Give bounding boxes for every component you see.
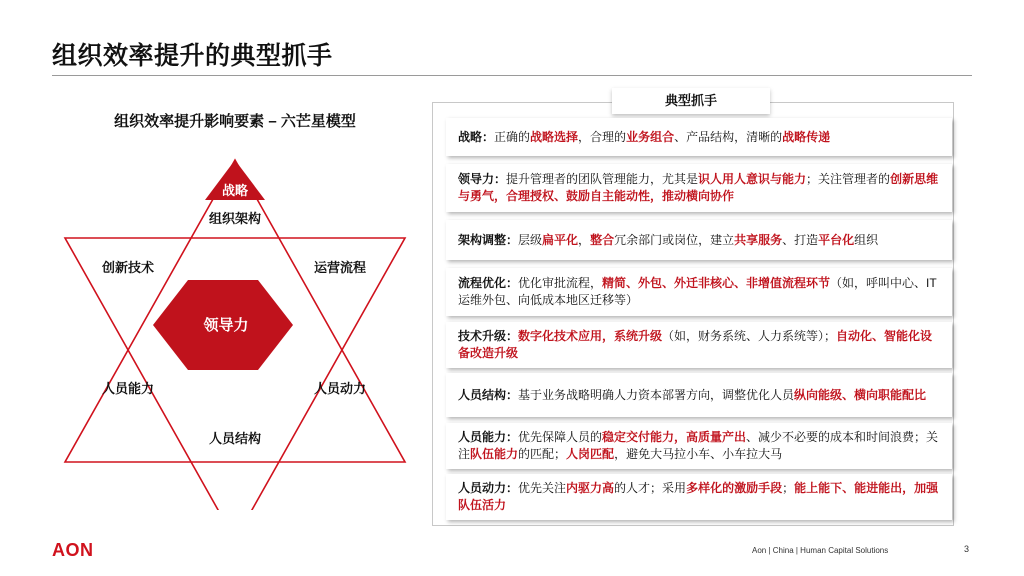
lever-body-text: 的人才；采用 (614, 481, 687, 495)
highlight-text: 精简、外包、外迁非核心、非增值流程环节 (602, 276, 831, 290)
highlight-text: 战略传递 (782, 129, 831, 144)
highlight-text: 纵向能级、横向职能配比 (794, 387, 927, 402)
aon-logo: AON (52, 540, 94, 560)
lever-body-text: 、产品结构，清晰的 (674, 129, 783, 144)
lever-body-text: （如，财务系统、人力系统等）； (662, 329, 837, 343)
levers-header: 典型抓手 (612, 88, 770, 114)
star-center-label: 领导力 (203, 317, 249, 334)
lever-text (458, 328, 944, 362)
lever-label: 人员结构： (458, 387, 519, 402)
star-label-bottom: 人员结构 (208, 431, 262, 446)
lever-body-text: ，合理的 (578, 129, 627, 144)
star-triangle-down (65, 238, 405, 510)
lever-body-text: ；关注管理者的 (806, 172, 891, 186)
lever-text (458, 429, 944, 463)
star-label-lower-left: 人员能力 (101, 381, 155, 396)
lever-body-text: 、打造 (782, 232, 819, 247)
lever-body-text: 优先保障人员的 (518, 430, 603, 444)
lever-body-text: 冗余部门或岗位，建立 (614, 232, 735, 247)
star-label-upper-left: 创新技术 (101, 260, 155, 275)
lever-body-text: 正确的 (494, 129, 531, 144)
lever-row-strategy (446, 118, 952, 156)
highlight-text: 能上能下、能进能出，加强队伍活力 (458, 481, 939, 512)
lever-text (458, 387, 944, 404)
lever-text (458, 171, 944, 205)
lever-body-text: 的匹配； (518, 447, 567, 461)
lever-body-text: （如，呼叫中心、IT运维外包、向低成本地区迁移等） (458, 276, 937, 307)
lever-row-structure (446, 220, 952, 260)
lever-label: 战略： (458, 129, 495, 144)
lever-body-text: 提升管理者的团队管理能力，尤其是 (506, 172, 699, 186)
lever-label: 流程优化： (458, 276, 519, 290)
highlight-text: 稳定交付能力，高质量产出 (602, 430, 747, 444)
star-label-top: 组织架构 (208, 211, 262, 226)
lever-text (458, 275, 944, 309)
hexagram-diagram (60, 150, 420, 510)
lever-label: 技术升级： (458, 329, 519, 343)
highlight-text: 整合 (590, 232, 615, 247)
highlight-text: 创新思维与勇气，合理授权、鼓励自主能动性，推动横向协作 (458, 172, 939, 203)
lever-label: 架构调整： (458, 232, 519, 247)
lever-row-technology (446, 322, 952, 368)
highlight-text: 战略选择 (530, 129, 579, 144)
lever-row-people-motivation (446, 474, 952, 520)
highlight-text: 队伍能力 (470, 447, 519, 461)
slide-title: 组织效率提升的典型抓手 (52, 42, 333, 70)
highlight-text: 内驱力高 (566, 481, 615, 495)
lever-body-text: ， (578, 232, 591, 247)
star-tip-label: 战略 (221, 183, 249, 198)
lever-label: 人员动力： (458, 481, 519, 495)
title-divider (52, 75, 972, 76)
lever-text (458, 480, 944, 514)
lever-body-text: ； (782, 481, 795, 495)
page-number: 3 (964, 544, 970, 554)
lever-body-text: 优先关注 (518, 481, 567, 495)
highlight-text: 自动化、智能化设备改造升级 (458, 329, 933, 360)
lever-body-text: 基于业务战略明确人力资本部署方向，调整优化人员 (518, 387, 795, 402)
highlight-text: 业务组合 (626, 129, 675, 144)
highlight-text: 扁平化 (542, 232, 579, 247)
lever-row-people-structure (446, 373, 952, 417)
lever-text (458, 232, 944, 249)
lever-body-text: 组织 (854, 232, 879, 247)
highlight-text: 识人用人意识与能力 (698, 172, 807, 186)
highlight-text: 人岗匹配 (566, 447, 615, 461)
left-heading: 组织效率提升影响要素 – 六芒星模型 (114, 113, 356, 130)
highlight-text: 共享服务 (734, 232, 783, 247)
lever-text (458, 129, 944, 146)
lever-body-text: 层级 (518, 232, 543, 247)
footer-text: Aon | China | Human Capital Solutions (752, 546, 889, 555)
lever-label: 人员能力： (458, 430, 519, 444)
lever-row-process (446, 268, 952, 316)
lever-body-text: 优化审批流程， (518, 276, 603, 290)
lever-body-text: 、减少不必要的成本和时间浪费；关注 (458, 430, 939, 461)
lever-label: 领导力： (458, 172, 507, 186)
lever-body-text: ，避免大马拉小车、小车拉大马 (614, 447, 783, 461)
lever-row-people-capability (446, 423, 952, 469)
highlight-text: 平台化 (818, 232, 855, 247)
highlight-text: 数字化技术应用，系统升级 (518, 329, 663, 343)
star-label-upper-right: 运营流程 (313, 260, 367, 275)
lever-row-leadership (446, 164, 952, 212)
highlight-text: 多样化的激励手段 (686, 481, 783, 495)
star-label-lower-right: 人员动力 (313, 381, 367, 396)
